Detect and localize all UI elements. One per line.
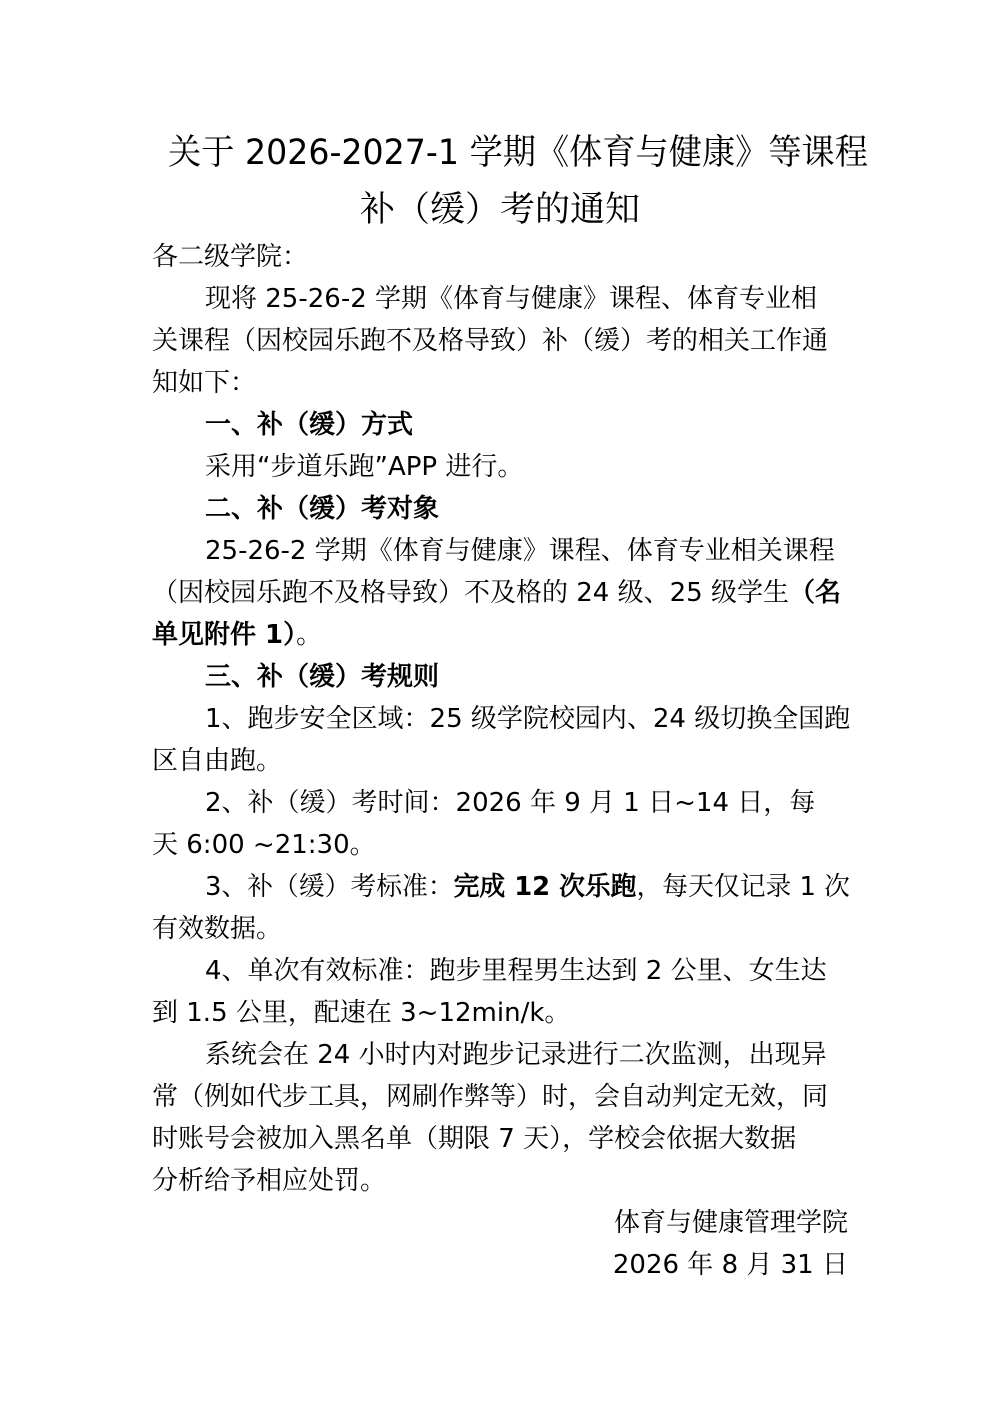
rule3-label: 3、补（缓）考标准：: [205, 872, 454, 902]
rule3-suffix: ，每天仅记录 1 次: [636, 872, 850, 902]
notice-title-line1: 关于 2026-2027-1 学期《体育与健康》等课程: [168, 133, 868, 173]
section2-line-2: [152, 577, 841, 609]
section2-heading: 二、补（缓）考对象: [205, 494, 440, 524]
rule3-line-1: [205, 871, 850, 903]
rule1-line-2: 区自由跑。: [152, 746, 283, 776]
note-line-4: 分析给予相应处罚。: [152, 1166, 387, 1196]
rule2-line-2: 天 6:00 ~21:30。: [152, 830, 376, 860]
section2-line-3-end: 。: [296, 620, 323, 650]
rule2-line-1: 2、补（缓）考时间：2026 年 9 月 1 日~14 日，每: [205, 788, 816, 818]
section2-line-3-bold: 单见附件 1）: [152, 620, 297, 650]
section1-body: 采用“步道乐跑”APP 进行。: [205, 452, 524, 482]
section3-heading: 三、补（缓）考规则: [205, 662, 440, 692]
salutation: 各二级学院：: [152, 242, 309, 272]
intro-line-2: 关课程（因校园乐跑不及格导致）补（缓）考的相关工作通: [152, 326, 829, 356]
intro-line-1: 现将 25-26-2 学期《体育与健康》课程、体育专业相: [205, 284, 818, 314]
signature-date: 2026 年 8 月 31 日: [612, 1250, 848, 1280]
section2-line-2-text: （因校园乐跑不及格导致）不及格的 24 级、25 级学生: [152, 578, 789, 608]
notice-title-line2: 补（缓）考的通知: [359, 190, 640, 230]
signature-org: 体育与健康管理学院: [613, 1208, 848, 1238]
note-line-2: 常（例如代步工具，网刷作弊等）时，会自动判定无效，同: [152, 1082, 829, 1112]
section2-line-2-bold: （名: [788, 578, 841, 608]
intro-line-3: 知如下：: [152, 368, 257, 398]
rule1-line-1: 1、跑步安全区域：25 级学院校园内、24 级切换全国跑: [205, 704, 851, 734]
section1-heading: 一、补（缓）方式: [205, 410, 414, 440]
rule4-line-2: 到 1.5 公里，配速在 3~12min/k。: [152, 998, 571, 1028]
section2-line-3: [152, 619, 322, 651]
note-line-3: 时账号会被加入黑名单（期限 7 天），学校会依据大数据: [152, 1124, 797, 1154]
rule3-line-2: 有效数据。: [152, 914, 283, 944]
note-line-1: 系统会在 24 小时内对跑步记录进行二次监测，出现异: [205, 1040, 827, 1070]
section2-line-1: 25-26-2 学期《体育与健康》课程、体育专业相关课程: [205, 536, 835, 566]
rule4-line-1: 4、单次有效标准：跑步里程男生达到 2 公里、女生达: [205, 956, 827, 986]
rule3-standard: 完成 12 次乐跑: [453, 872, 637, 902]
